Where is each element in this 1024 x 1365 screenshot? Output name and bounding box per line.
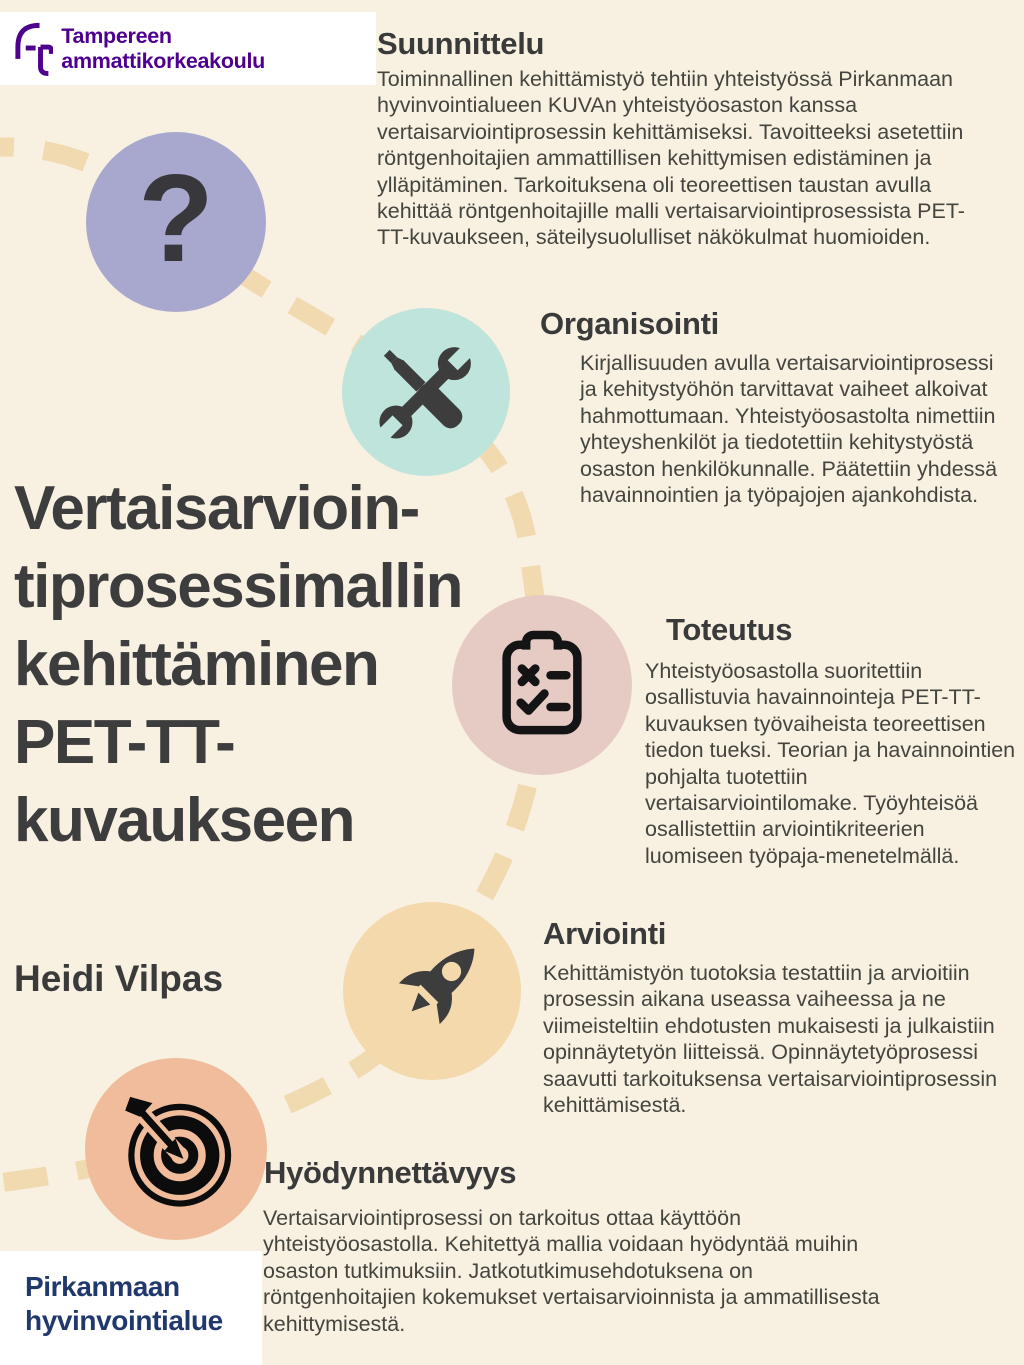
- target-arrow-icon: [114, 1087, 238, 1211]
- poster-title-line: kuvaukseen: [14, 786, 354, 855]
- poster-title: [14, 470, 534, 860]
- section-heading-hyodynnettavyys: Hyödynnettävyys: [264, 1155, 517, 1190]
- section-heading-toteutus: Toteutus: [666, 612, 793, 647]
- poster-title-line: PET-TT-: [14, 708, 235, 777]
- pirha-logo: [0, 1251, 262, 1365]
- step-circle-hyodynnettavyys: [85, 1058, 267, 1240]
- section-heading-arviointi: Arviointi: [543, 916, 667, 951]
- section-body-suunnittelu: Toiminnallinen kehittämistyö tehtiin yhteistyössä Pirkanmaan hyvinvointialueen KUVAn yhteistyöosaston kanssa vertaisarviointiprosessin kehittämiseksi. Tavoitteeksi asetettiin röntgenhoitajien ammattillisen kehittymisen edistäminen ja ylläpitäminen. Tarkoituksena oli teoreettisen taustan avulla kehittää röntgenhoitajille malli vertaisarviointiprosessista PET-TT-kuvaukseen, säteilysuolulliset näkökulmat huomioiden.: [377, 67, 965, 250]
- pirha-logo-text: [25, 1270, 223, 1338]
- poster-title-line: Vertaisarvioin-: [14, 474, 419, 543]
- section-body-toteutus: Yhteistyöosastolla suoritettiin osallistuvia havainnointeja PET-TT-kuvauksen työvaiheista teoreettisen tiedon tueksi. Teorian ja havainnointien pohjalta tuotettiin vertaisarviointilomake. Työyhteisöä osallistettiin arviointikriteerien luomiseen työpaja-menetelmällä.: [645, 659, 1016, 868]
- tools-icon: [367, 333, 485, 451]
- section-heading-organisointi: Organisointi: [540, 306, 719, 341]
- question-mark-icon: ?: [138, 150, 214, 288]
- section-body-organisointi: Kirjallisuuden avulla vertaisarviointiprosessi ja kehitystyöhön tarvittavat vaiheet alkoivat hahmottumaan. Yhteistyöosastolta nimettiin yhteyshenkilöt ja tiedotettiin kehitystyöstä osaston henkilökunnalle. Päätettiin yhdessä havainnointien ja työpajojen ajankohdista.: [580, 351, 998, 508]
- section-heading-suunnittelu: Suunnittelu: [377, 26, 545, 61]
- step-circle-suunnittelu: [86, 132, 266, 312]
- section-body-hyodynnettavyys: Vertaisarviointiprosessi on tarkoitus ottaa käyttöön yhteistyöosastolla. Kehitettyä mallia voidaan hyödyntää muihin osaston tutkimuksiin. Jatkotutkimusehdotuksena on röntgenhoitajien kokemukset vertaisarvioinnista ja ammatillisesta kehittymisestä.: [263, 1206, 880, 1336]
- tamk-logo-icon: [10, 21, 53, 77]
- tamk-logo: [0, 12, 376, 85]
- tamk-logo-text: Tampereen ammattikorkeakoulu: [61, 23, 265, 73]
- section-body-arviointi: Kehittämistyön tuotoksia testattiin ja arvioitiin prosessin aikana useassa vaiheessa ja ne viimeisteltiin ehdotusten mukaisesti ja julkaistiin opinnäytetyön liitteissä. Opinnäytetyöprosessi saavutti tarkoituksensa vertaisarviointiprosessin kehittämisestä.: [543, 961, 998, 1118]
- pirha-logo-line2: hyvinvointialue: [25, 1305, 223, 1336]
- step-circle-arviointi: [343, 902, 521, 1080]
- pirha-logo-line1: Pirkanmaan: [25, 1271, 180, 1302]
- step-circle-organisointi: [342, 308, 510, 476]
- rocket-icon: [372, 931, 492, 1051]
- poster-title-line: tiprosessimallin: [14, 552, 463, 621]
- poster-title-line: kehittäminen: [14, 630, 379, 699]
- author-name: Heidi Vilpas: [14, 958, 224, 999]
